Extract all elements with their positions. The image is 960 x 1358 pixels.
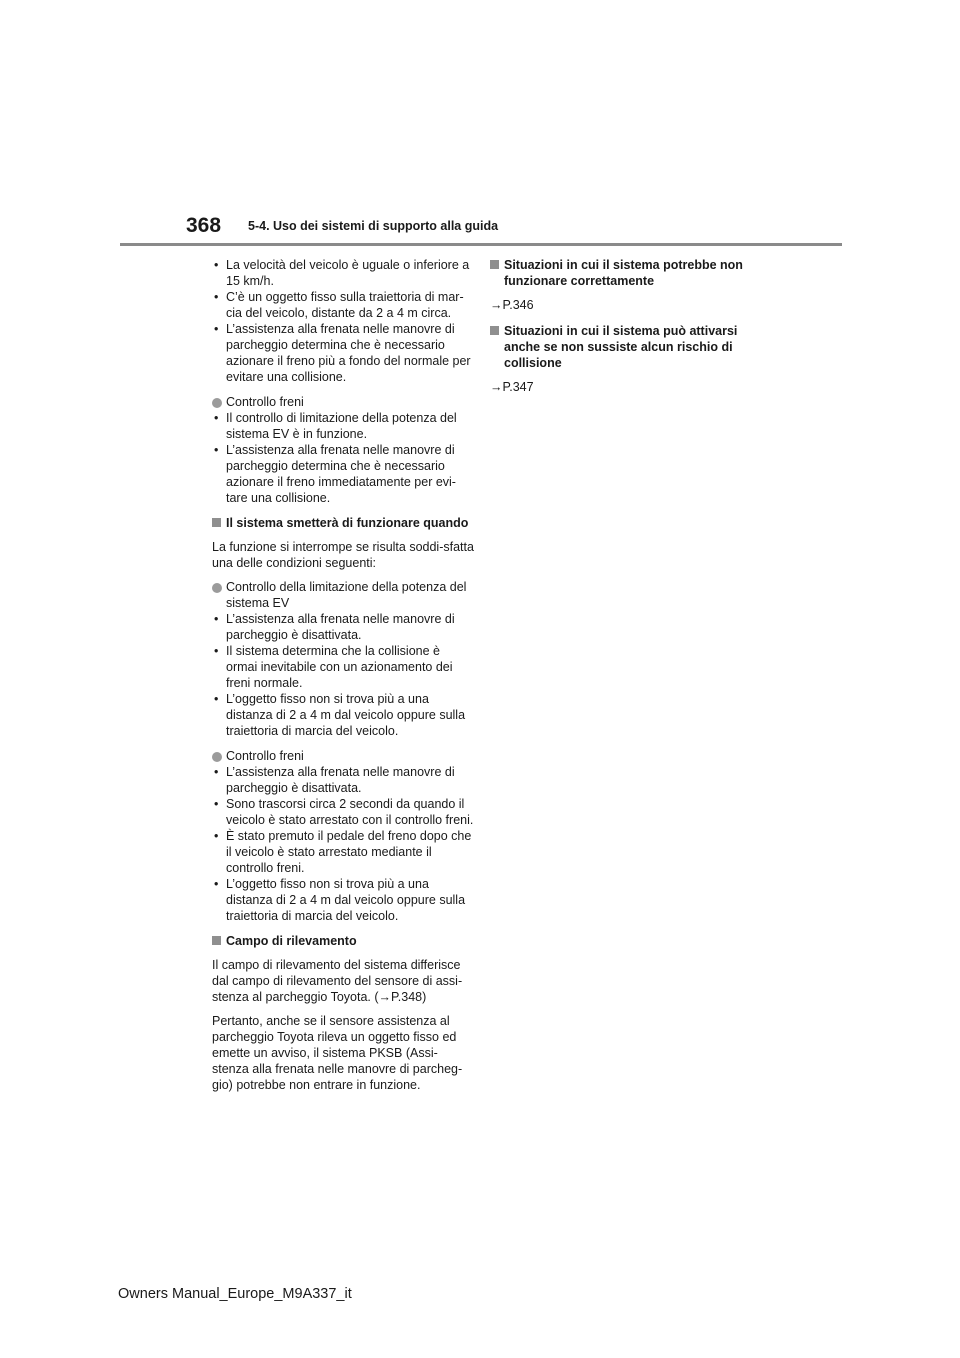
power-limit-block: [212, 579, 474, 739]
list-item: • L’assistenza alla frenata nelle manovre di parcheggio determina che è necessario azionare il freno immediatamente per evi-tare una collisione.: [212, 442, 474, 506]
subsection-heading-text: Situazioni in cui il sistema può attivarsi anche se non sussiste alcun rischio di collisione: [504, 324, 738, 370]
page-reference-link[interactable]: →P.347: [490, 380, 534, 394]
brake-control-2-block: [212, 748, 474, 924]
circle-heading-text: Controllo freni: [226, 395, 304, 409]
footer-manual-id: Owners Manual_Europe_M9A337_it: [118, 1286, 352, 1302]
subsection-heading: [212, 515, 474, 531]
circle-bullet-icon: [212, 398, 222, 408]
circle-heading-text: Controllo freni: [226, 749, 304, 763]
list-item: • Sono trascorsi circa 2 secondi da quando il veicolo è stato arrestato con il controllo freni.: [212, 796, 474, 828]
list-item: • L’assistenza alla frenata nelle manovre di parcheggio è disattivata.: [212, 611, 474, 643]
subsection-heading: [490, 323, 760, 371]
circle-heading: [212, 394, 474, 410]
paragraph: Il campo di rilevamento del sistema differisce dal campo di rilevamento del sensore di assi-stenza al parcheggio Toyota. (→P.348): [212, 958, 463, 1004]
list-item: • L’assistenza alla frenata nelle manovre di parcheggio è disattivata.: [212, 764, 474, 796]
square-bullet-icon: [490, 326, 499, 335]
section-title: 5-4. Uso dei sistemi di supporto alla guida: [248, 219, 499, 233]
subsection-heading: [490, 257, 760, 289]
list-item: • La velocità del veicolo è uguale o inferiore a 15 km/h.: [212, 257, 474, 289]
square-bullet-icon: [490, 260, 499, 269]
left-column: [212, 257, 474, 1101]
header-rule: [120, 243, 842, 246]
list-item: • Il controllo di limitazione della potenza del sistema EV è in funzione.: [212, 410, 474, 442]
list-item: • L’oggetto fisso non si trova più a una distanza di 2 a 4 m dal veicolo oppure sulla traiettoria di marcia del veicolo.: [212, 876, 474, 924]
brake-control-list: [212, 410, 474, 506]
circle-heading-text: Controllo della limitazione della potenza del sistema EV: [226, 580, 467, 610]
circle-bullet-icon: [212, 583, 222, 593]
paragraph: Pertanto, anche se il sensore assistenza al parcheggio Toyota rileva un oggetto fisso ed emette un avviso, il sistema PKSB (Assi-stenza alla frenata nelle manovre di parcheg-gio) potrebbe non entrare in funzione.: [212, 1014, 463, 1092]
subsection-heading-text: Situazioni in cui il sistema potrebbe non funzionare correttamente: [504, 258, 743, 288]
circle-heading: [212, 748, 474, 764]
brake-control-2-list: [212, 764, 474, 924]
subsection-heading-text: Campo di rilevamento: [226, 934, 357, 948]
right-column: [490, 257, 760, 405]
list-item: • L’assistenza alla frenata nelle manovre di parcheggio determina che è necessario azionare il freno più a fondo del normale per evitare una collisione.: [212, 321, 474, 385]
page-number: 368: [186, 214, 222, 237]
circle-heading: [212, 579, 474, 611]
list-item: • C’è un oggetto fisso sulla traiettoria di mar-cia del veicolo, distante da 2 a 4 m circa.: [212, 289, 474, 321]
list-item: • Il sistema determina che la collisione è ormai inevitabile con un azionamento dei freni normale.: [212, 643, 474, 691]
power-limit-list: [212, 611, 474, 739]
page-reference-link[interactable]: →P.346: [490, 298, 534, 312]
subsection-heading-text: Il sistema smetterà di funzionare quando: [226, 516, 469, 530]
square-bullet-icon: [212, 518, 221, 527]
intro-bullet-list: [212, 257, 474, 385]
paragraph: La funzione si interrompe se risulta soddi-sfatta una delle condizioni seguenti:: [212, 540, 474, 570]
subsection-heading: [212, 933, 474, 949]
circle-bullet-icon: [212, 752, 222, 762]
list-item: • L’oggetto fisso non si trova più a una distanza di 2 a 4 m dal veicolo oppure sulla traiettoria di marcia del veicolo.: [212, 691, 474, 739]
list-item: • È stato premuto il pedale del freno dopo che il veicolo è stato arrestato mediante il controllo freni.: [212, 828, 474, 876]
brake-control-block: [212, 394, 474, 506]
square-bullet-icon: [212, 936, 221, 945]
